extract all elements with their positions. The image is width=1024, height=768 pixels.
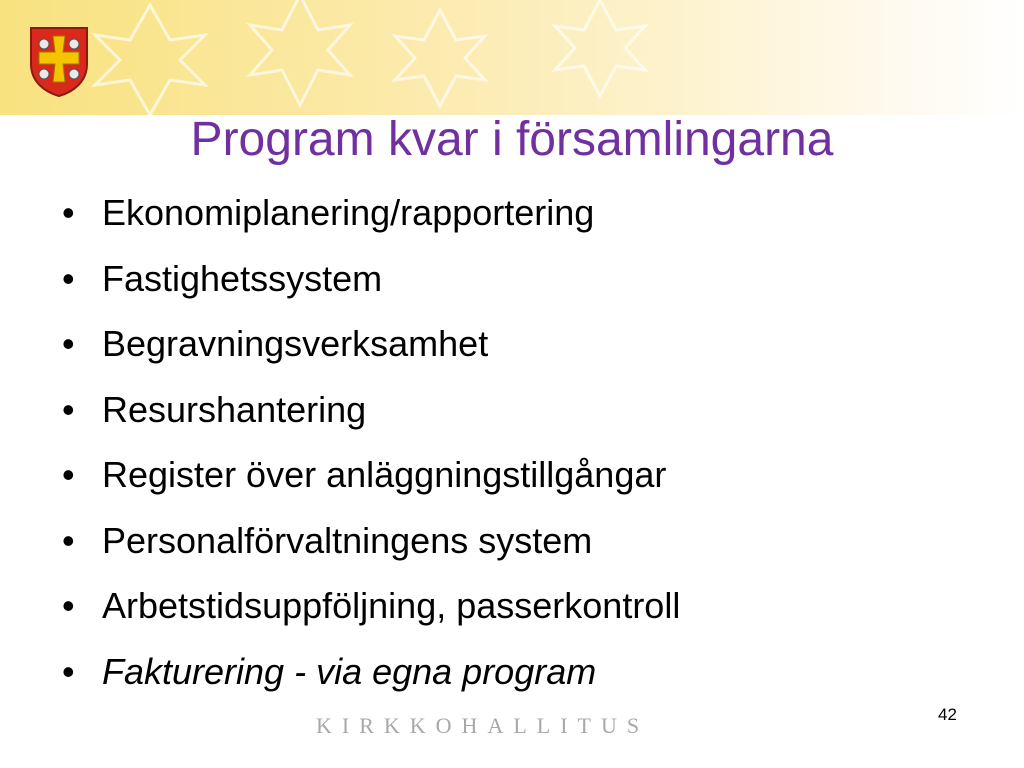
bullet-text: Begravningsverksamhet xyxy=(102,323,489,364)
bullet-text: Resurshantering xyxy=(102,388,367,430)
bullet-text: Personalförvaltningens system xyxy=(102,519,593,561)
bullet-symbol: • xyxy=(62,454,75,495)
list-item xyxy=(62,445,680,511)
bullet-symbol: • xyxy=(62,519,75,561)
footer-brand: KIRKKOHALLITUS xyxy=(316,713,650,738)
bullet-symbol: • xyxy=(62,650,75,692)
list-item xyxy=(62,576,680,642)
bullet-symbol: • xyxy=(62,192,75,233)
page-number: 42 xyxy=(938,705,957,724)
coat-of-arms-icon xyxy=(27,26,91,98)
list-item xyxy=(62,249,680,315)
bullet-symbol: • xyxy=(62,323,75,364)
slide-title: Program kvar i församlingarna xyxy=(190,113,834,166)
list-item xyxy=(62,511,680,577)
bullet-text: Arbetstidsuppföljning, passerkontroll xyxy=(102,585,681,626)
list-item xyxy=(62,642,680,708)
bullet-list xyxy=(62,183,680,707)
bullet-text: Fakturering - via egna program xyxy=(102,650,597,692)
cross-watermark-icon xyxy=(0,0,1024,115)
bullet-text: Fastighetssystem xyxy=(102,257,383,299)
list-item xyxy=(62,183,680,249)
bullet-symbol: • xyxy=(62,585,75,626)
bullet-symbol: • xyxy=(62,388,75,430)
bullet-text: Register över anläggningstillgångar xyxy=(102,454,667,495)
bullet-symbol: • xyxy=(62,257,75,299)
list-item xyxy=(62,380,680,446)
list-item xyxy=(62,314,680,380)
bullet-text: Ekonomiplanering/rapportering xyxy=(102,192,595,233)
